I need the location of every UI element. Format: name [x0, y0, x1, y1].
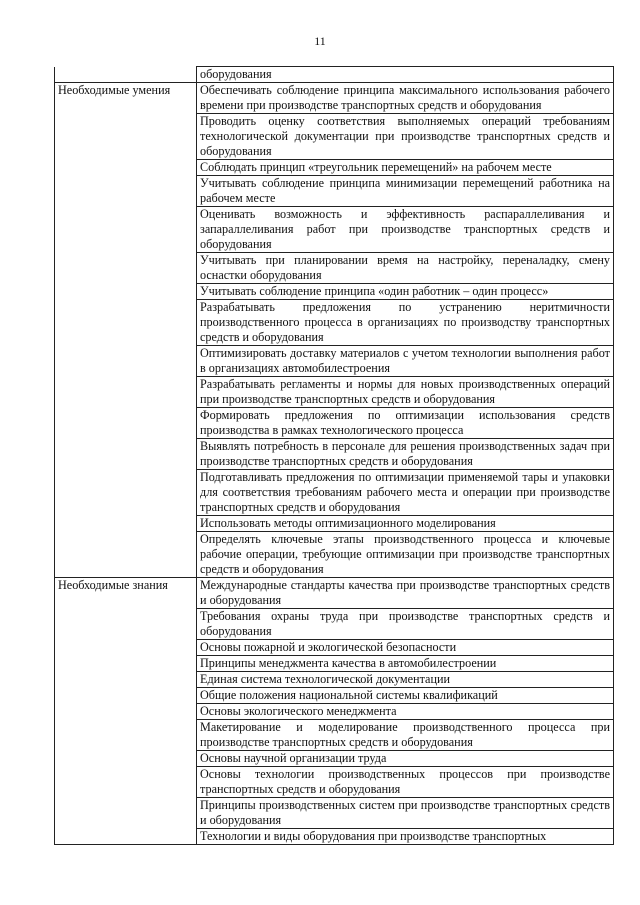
requirement-cell: Основы научной организации труда	[197, 751, 614, 767]
table-row	[55, 767, 614, 798]
table-row	[55, 114, 614, 160]
requirement-cell: Единая система технологической документации	[197, 672, 614, 688]
category-cell	[55, 688, 197, 704]
requirements-table	[54, 66, 614, 845]
table-row	[55, 704, 614, 720]
requirement-cell: Обеспечивать соблюдение принципа максимального использования рабочего времени при производстве транспортных средств и оборудования	[197, 83, 614, 114]
table-row	[55, 160, 614, 176]
category-cell	[55, 377, 197, 408]
category-cell	[55, 300, 197, 346]
category-cell	[55, 609, 197, 640]
category-cell	[55, 160, 197, 176]
requirement-cell: Основы пожарной и экологической безопасности	[197, 640, 614, 656]
category-cell	[55, 532, 197, 578]
table-row	[55, 176, 614, 207]
table-row	[55, 829, 614, 845]
table-row	[55, 300, 614, 346]
requirement-cell: Основы экологического менеджмента	[197, 704, 614, 720]
table-row	[55, 672, 614, 688]
category-cell	[55, 672, 197, 688]
category-cell	[55, 439, 197, 470]
category-cell	[55, 640, 197, 656]
requirement-cell: Оценивать возможность и эффективность распараллеливания и запараллеливания работ при производстве транспортных средств и оборудования	[197, 207, 614, 253]
category-cell	[55, 67, 197, 83]
category-cell	[55, 704, 197, 720]
requirement-cell: Учитывать соблюдение принципа минимизации перемещений работника на рабочем месте	[197, 176, 614, 207]
requirement-cell: Разрабатывать предложения по устранению неритмичности производственного процесса в организациях по производству транспортных средств и оборудования	[197, 300, 614, 346]
requirement-cell: Проводить оценку соответствия выполняемых операций требованиям технологической документации при производстве транспортных средств и оборудования	[197, 114, 614, 160]
category-cell	[55, 798, 197, 829]
requirement-cell: Требования охраны труда при производстве транспортных средств и оборудования	[197, 609, 614, 640]
category-cell	[55, 829, 197, 845]
requirement-cell: Соблюдать принцип «треугольник перемещений» на рабочем месте	[197, 160, 614, 176]
table-row	[55, 346, 614, 377]
table-row	[55, 688, 614, 704]
table-row	[55, 578, 614, 609]
category-cell	[55, 346, 197, 377]
requirement-cell: Принципы менеджмента качества в автомобилестроении	[197, 656, 614, 672]
table-row	[55, 516, 614, 532]
requirement-cell: Международные стандарты качества при производстве транспортных средств и оборудования	[197, 578, 614, 609]
requirement-cell: Определять ключевые этапы производственного процесса и ключевые рабочие операции, требующие оптимизации при производстве транспортных средств и оборудования	[197, 532, 614, 578]
requirement-cell: Учитывать соблюдение принципа «один работник – один процесс»	[197, 284, 614, 300]
table-row	[55, 609, 614, 640]
table-row	[55, 656, 614, 672]
requirement-cell: Выявлять потребность в персонале для решения производственных задач при производстве транспортных средств и оборудования	[197, 439, 614, 470]
requirement-cell: оборудования	[197, 67, 614, 83]
requirement-cell: Оптимизировать доставку материалов с учетом технологии выполнения работ в организациях автомобилестроения	[197, 346, 614, 377]
table-row	[55, 751, 614, 767]
table-row	[55, 377, 614, 408]
category-cell	[55, 176, 197, 207]
category-cell: Необходимые знания	[55, 578, 197, 609]
category-cell	[55, 767, 197, 798]
requirement-cell: Принципы производственных систем при производстве транспортных средств и оборудования	[197, 798, 614, 829]
requirement-cell: Разрабатывать регламенты и нормы для новых производственных операций при производстве транспортных средств и оборудования	[197, 377, 614, 408]
category-cell	[55, 207, 197, 253]
table-row	[55, 720, 614, 751]
requirement-cell: Учитывать при планировании время на настройку, переналадку, смену оснастки оборудования	[197, 253, 614, 284]
table-row	[55, 640, 614, 656]
category-cell	[55, 284, 197, 300]
requirement-cell: Использовать методы оптимизационного моделирования	[197, 516, 614, 532]
table-row	[55, 207, 614, 253]
category-cell	[55, 408, 197, 439]
table-row	[55, 67, 614, 83]
table-row	[55, 798, 614, 829]
table-row	[55, 408, 614, 439]
category-cell	[55, 253, 197, 284]
category-cell	[55, 470, 197, 516]
table-row	[55, 284, 614, 300]
requirement-cell: Общие положения национальной системы квалификаций	[197, 688, 614, 704]
requirement-cell: Формировать предложения по оптимизации использования средств производства в рамках технологического процесса	[197, 408, 614, 439]
table-row	[55, 532, 614, 578]
page-number: 11	[314, 34, 326, 48]
category-cell	[55, 656, 197, 672]
category-cell	[55, 751, 197, 767]
requirement-cell: Технологии и виды оборудования при производстве транспортных	[197, 829, 614, 845]
category-cell: Необходимые умения	[55, 83, 197, 114]
category-cell	[55, 516, 197, 532]
table-row	[55, 83, 614, 114]
table-row	[55, 253, 614, 284]
requirement-cell: Основы технологии производственных процессов при производстве транспортных средств и оборудования	[197, 767, 614, 798]
requirement-cell: Макетирование и моделирование производственного процесса при производстве транспортных средств и оборудования	[197, 720, 614, 751]
table-row	[55, 439, 614, 470]
requirement-cell: Подготавливать предложения по оптимизации применяемой тары и упаковки для соответствия требованиям рабочего места и операции при производстве транспортных средств и оборудования	[197, 470, 614, 516]
table-row	[55, 470, 614, 516]
category-cell	[55, 720, 197, 751]
category-cell	[55, 114, 197, 160]
